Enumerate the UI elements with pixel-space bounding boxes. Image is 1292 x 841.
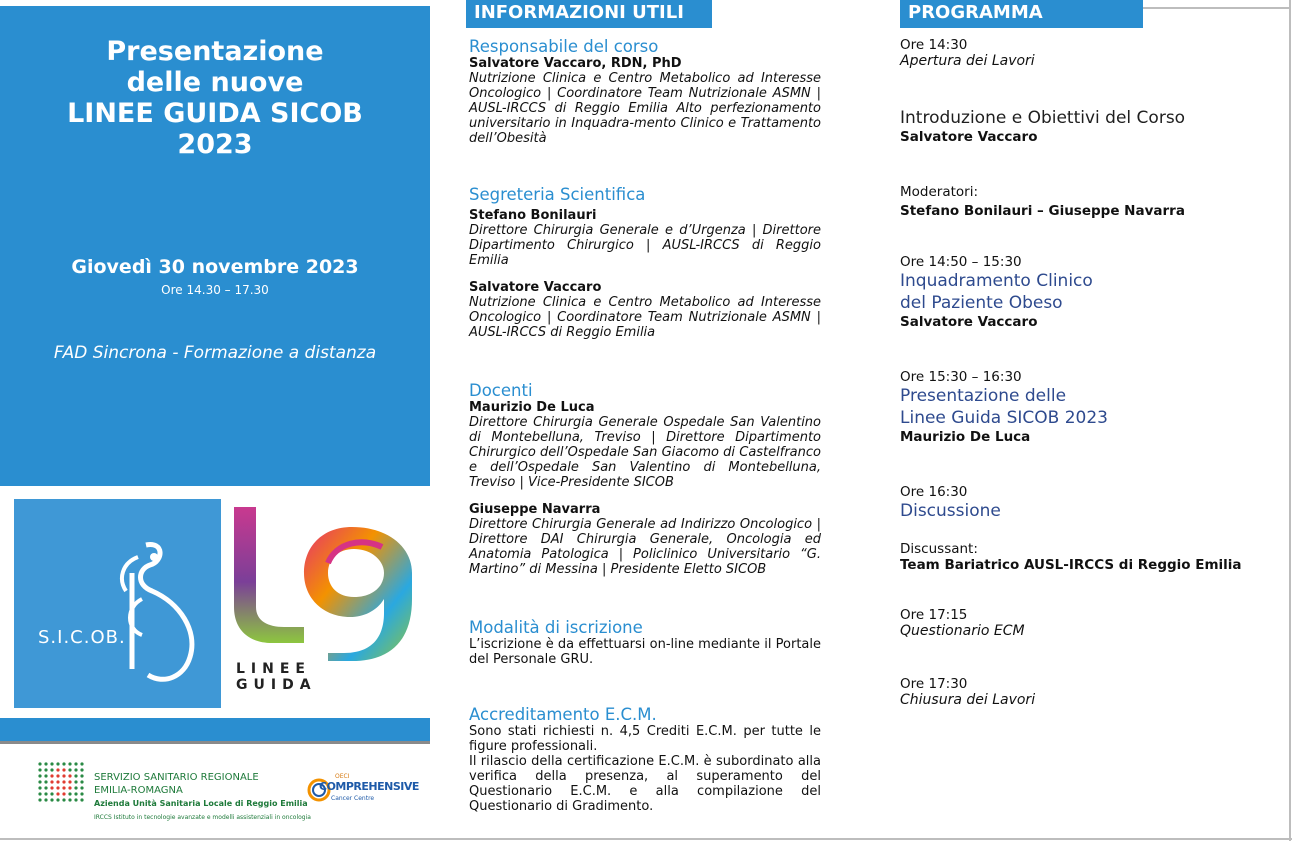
event-date: Giovedì 30 novembre 2023 [71, 256, 359, 278]
hero-panel [0, 6, 430, 486]
program-time: Ore 17:15 [900, 607, 968, 623]
program-time: Ore 14:30 [900, 37, 968, 53]
program-item-6 [900, 484, 1280, 522]
program-title: del Paziente Obeso [900, 293, 1063, 313]
segreteria-name-1: Stefano Bonilauri [469, 208, 597, 223]
iscrizione-heading: Modalità di iscrizione [469, 618, 643, 637]
responsabile-name: Salvatore Vaccaro, RDN, PhD [469, 56, 682, 71]
ssr-line-3: Azienda Unità Sanitaria Locale di Reggio Emilia [94, 799, 308, 808]
lg-mark-icon [232, 503, 417, 663]
responsabile-text: Nutrizione Clinica e Centro Metabolico ad Interesse Oncologico | Coordinatore Team Nutrizionale ASMN | AUSL-IRCCS di Reggio Emilia Alto perfezionamento universitario in Inquadra-mento Clinico e Trattamento dell’Obesità [469, 71, 821, 146]
event-title [0, 36, 430, 160]
segreteria-name-2: Salvatore Vaccaro [469, 280, 602, 295]
program-title: Presentazione delle [900, 386, 1067, 406]
program-title: Introduzione e Obiettivi del Corso [900, 108, 1186, 128]
ecm-heading: Accreditamento E.C.M. [469, 705, 657, 724]
program-header: PROGRAMMA [900, 0, 1143, 28]
docenti-name-2: Giuseppe Navarra [469, 502, 601, 517]
program-item-3 [900, 184, 1280, 220]
iscrizione-section [469, 619, 821, 667]
oeci-comprehensive: COMPREHENSIVE [319, 780, 419, 793]
linee-guida-logo [232, 503, 417, 703]
program-item-9 [900, 676, 1280, 709]
event-mode: FAD Sincrona - Formazione a distanza [53, 343, 377, 363]
oeci-label: OECI [335, 773, 350, 780]
blue-strip [0, 718, 430, 741]
program-time: Ore 16:30 [900, 484, 968, 500]
title-line: LINEE GUIDA SICOB [67, 98, 363, 129]
segreteria-section [469, 186, 821, 340]
ssr-dots-icon [36, 760, 86, 808]
title-line: delle nuove [126, 67, 304, 98]
title-line: 2023 [177, 129, 253, 160]
program-time: Ore 15:30 – 16:30 [900, 369, 1022, 385]
program-item-8 [900, 607, 1280, 640]
program-item-2 [900, 107, 1280, 146]
docenti-heading: Docenti [469, 381, 533, 400]
right-border [1289, 0, 1291, 841]
program-title: Chiusura dei Lavori [900, 692, 1036, 708]
program-item-7 [900, 541, 1280, 574]
grey-strip [0, 741, 430, 744]
program-title: Questionario ECM [900, 623, 1025, 639]
program-speaker: Stefano Bonilauri – Giuseppe Navarra [900, 203, 1185, 219]
docenti-section [469, 382, 821, 577]
program-speaker: Salvatore Vaccaro [900, 129, 1038, 145]
ecm-section [469, 706, 821, 814]
program-title: Discussione [900, 501, 1001, 521]
segreteria-heading: Segreteria Scientifica [469, 185, 646, 204]
bottom-border [0, 838, 1292, 840]
info-header: INFORMAZIONI UTILI [466, 0, 712, 28]
iscrizione-text: L’iscrizione è da effettuarsi on-line mediante il Portale del Personale GRU. [469, 637, 821, 667]
ssr-line-4: IRCCS Istituto in tecnologie avanzate e modelli assistenziali in oncologia [94, 814, 311, 821]
program-title: Linee Guida SICOB 2023 [900, 408, 1108, 428]
program-item-1 [900, 37, 1280, 70]
responsabile-section [469, 38, 821, 146]
ssr-logo [36, 758, 311, 828]
docenti-text-2: Direttore Chirurgia Generale ad Indirizzo Oncologico | Direttore DAI Chirurgia Generale, Oncologia ed Anatomia Patologica | Policlinico Universitario “G. Martino” di Messina | Presidente Eletto SICOB [469, 517, 821, 577]
event-time: Ore 14.30 – 17.30 [161, 283, 269, 297]
sicob-figure-icon [14, 499, 221, 708]
title-line: Presentazione [106, 36, 324, 67]
program-title: Apertura dei Lavori [900, 53, 1035, 69]
ssr-line-1: SERVIZIO SANITARIO REGIONALE [94, 772, 259, 783]
segreteria-text-1: Direttore Chirurgia Generale e d’Urgenza | Direttore Dipartimento Chirurgico | AUSL-IRCCS di Reggio Emilia [469, 223, 821, 268]
lg-word-linee: LINEE [236, 661, 311, 677]
lg-word-guida: GUIDA [236, 677, 317, 693]
sicob-logo-text: S.I.C.OB. [38, 627, 126, 648]
oeci-logo [307, 773, 419, 806]
program-item-4 [900, 254, 1280, 331]
lg-logo-text [236, 661, 317, 693]
program-time: Ore 14:50 – 15:30 [900, 254, 1022, 270]
program-label: Moderatori: [900, 184, 979, 200]
top-border [1143, 7, 1291, 9]
program-time: Ore 17:30 [900, 676, 968, 692]
program-title: Inquadramento Clinico [900, 271, 1093, 291]
program-label: Discussant: [900, 541, 978, 557]
ssr-line-2: EMILIA-ROMAGNA [94, 785, 183, 796]
sicob-logo [14, 499, 221, 708]
oeci-cancer-centre: Cancer Centre [331, 795, 375, 802]
segreteria-text-2: Nutrizione Clinica e Centro Metabolico ad Interesse Oncologico | Coordinatore Team Nutrizionale ASMN | AUSL-IRCCS di Reggio Emilia [469, 295, 821, 340]
program-speaker: Maurizio De Luca [900, 429, 1031, 445]
responsabile-heading: Responsabile del corso [469, 37, 659, 56]
ecm-text-2: Il rilascio della certificazione E.C.M. è subordinato alla verifica della presenza, al superamento del Questionario E.C.M. e alla compilazione del Questionario di Gradimento. [469, 754, 821, 814]
docenti-name-1: Maurizio De Luca [469, 400, 595, 415]
ecm-text-1: Sono stati richiesti n. 4,5 Crediti E.C.M. per tutte le figure professionali. [469, 724, 821, 754]
docenti-text-1: Direttore Chirurgia Generale Ospedale San Valentino di Montebelluna, Treviso | Direttore Dipartimento Chirurgico dell’Ospedale San Giacomo di Castelfranco e dell’Ospedale San Valentino di Montebelluna, Treviso | Vice-Presidente SICOB [469, 415, 821, 490]
program-speaker: Team Bariatrico AUSL-IRCCS di Reggio Emilia [900, 557, 1242, 573]
program-item-5 [900, 369, 1280, 446]
program-speaker: Salvatore Vaccaro [900, 314, 1038, 330]
